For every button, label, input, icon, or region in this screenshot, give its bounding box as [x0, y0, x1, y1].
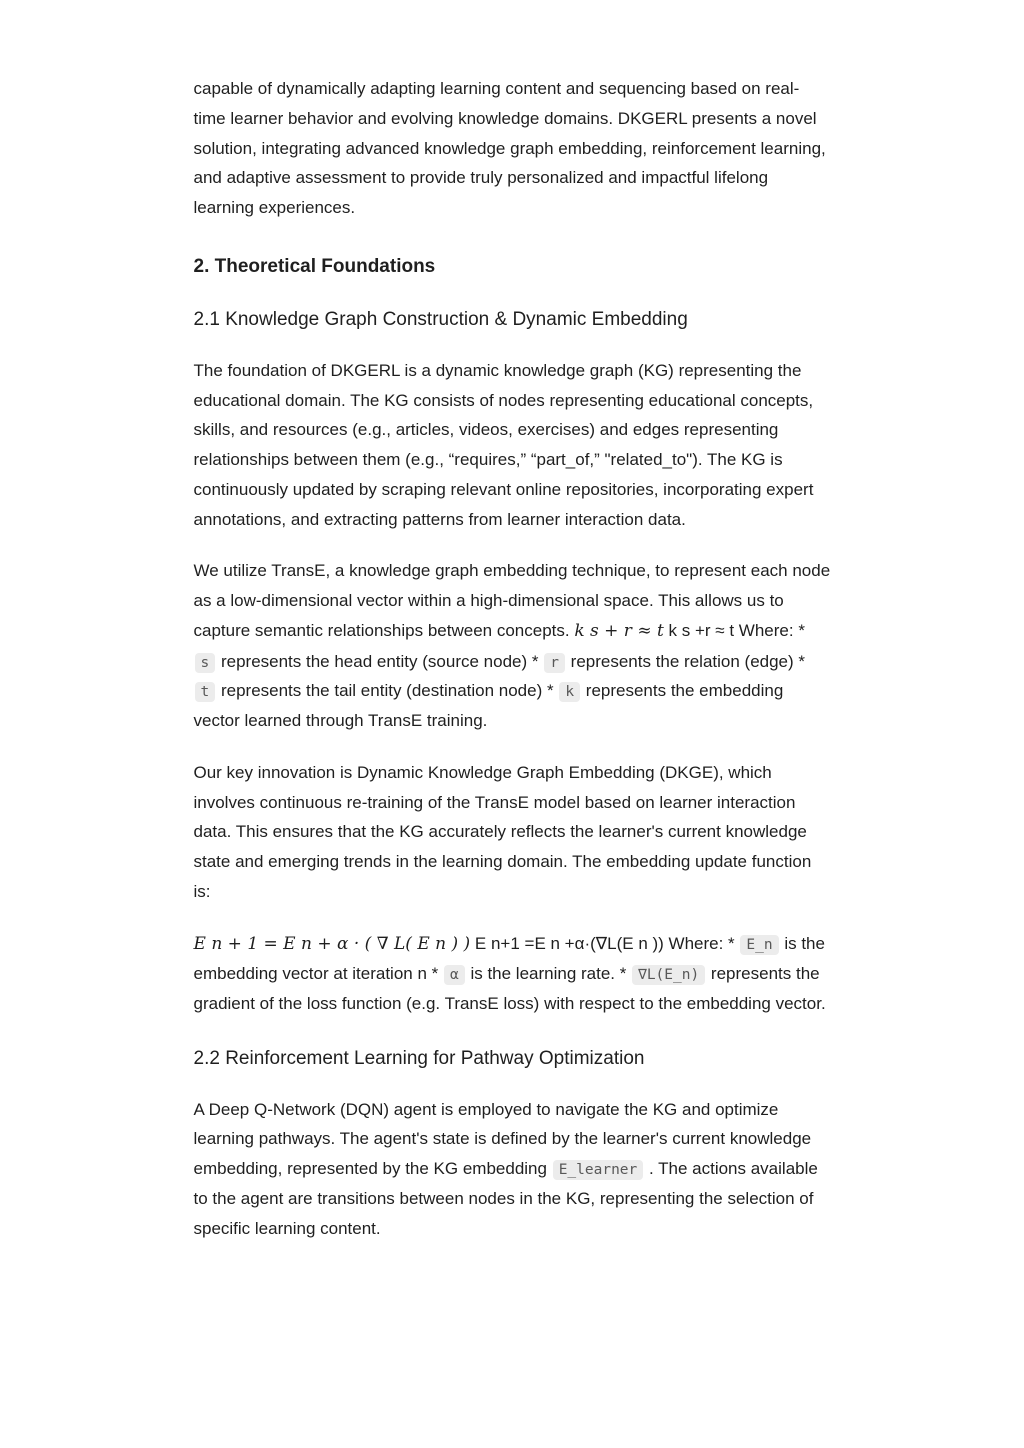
inline-code: k	[559, 682, 580, 702]
text-run: 2.1 Knowledge Graph Construction & Dynamic Embedding	[193, 309, 688, 331]
paragraph-transe	[193, 556, 835, 736]
text-run: represents the gradient of the loss function (e.g. TransE loss) with respect to the embedding vector.	[193, 964, 826, 1014]
heading-theoretical-foundations	[194, 254, 831, 281]
paragraph-dkge	[194, 758, 831, 907]
heading-rl-pathway-optimization	[194, 1046, 831, 1073]
inline-code: ∇L(E_n)	[632, 965, 705, 985]
text-run: capable of dynamically adapting learning content and sequencing based on real-time learner behavior and evolving knowledge domains. DKGERL presents a novel solution, integrating advanced knowledge graph embedding, reinforcement learning, and adaptive assessment to provide truly personalized and impactful lifelong learning experiences.	[193, 79, 831, 217]
text-run: represents the head entity (source node) *	[216, 651, 544, 671]
text-run: A Deep Q-Network (DQN) agent is employed to navigate the KG and optimize learning pathways. The agent's state is defined by the learner's current knowledge embedding, represented by the KG embedding	[193, 1099, 816, 1179]
text-run: represents the relation (edge) *	[565, 651, 810, 671]
inline-math: E n + 1 = E n + α · ( ∇ L( E n ) )	[193, 933, 471, 954]
document-body	[193, 0, 835, 1243]
text-run: 2. Theoretical Foundations	[193, 255, 436, 277]
text-run: We utilize TransE, a knowledge graph embedding technique, to represent each node as a low-dimensional vector within a high-dimensional space. This allows us to capture semantic relationships between concepts.	[193, 561, 835, 640]
text-run: represents the embedding vector learned through TransE training.	[193, 681, 789, 731]
text-run: k s +r ≈ t Where: *	[663, 620, 810, 640]
paragraph-intro-continuation	[194, 74, 831, 223]
text-run: Our key innovation is Dynamic Knowledge Graph Embedding (DKGE), which involves continuous re-training of the TransE model based on learner interaction data. This ensures that the KG accurately reflects the learner's current knowledge state and emerging trends in the learning domain. The embedding update function is:	[193, 762, 817, 901]
paragraph-dqn	[194, 1095, 831, 1244]
text-run: The foundation of DKGERL is a dynamic knowledge graph (KG) representing the educational domain. The KG consists of nodes representing educational concepts, skills, and resources (e.g., articles, videos, exercises) and edges representing relationships between them (e.g., “requires,” “part_of,” "related_to"). The KG is continuously updated by scraping relevant online repositories, incorporating expert annotations, and extracting patterns from learner interaction data.	[193, 360, 819, 529]
inline-math: k s + r ≈ t	[574, 620, 664, 641]
text-run: is the learning rate. *	[465, 964, 632, 984]
text-run: represents the tail entity (destination node) *	[216, 681, 559, 701]
inline-code: E_n	[740, 935, 778, 955]
heading-kg-construction	[194, 307, 831, 334]
text-run: is the embedding vector at iteration n *	[193, 933, 830, 984]
inline-code: α	[444, 965, 465, 985]
inline-code: E_learner	[553, 1160, 644, 1180]
inline-code: s	[195, 653, 216, 673]
text-run: . The actions available to the agent are transitions between nodes in the KG, representing the selection of specific learning content.	[193, 1159, 823, 1238]
paragraph-kg-foundation	[194, 356, 831, 535]
text-run: 2.2 Reinforcement Learning for Pathway Optimization	[193, 1047, 645, 1069]
paragraph-update-function	[194, 929, 831, 1019]
inline-code: r	[544, 653, 565, 673]
inline-code: t	[195, 682, 216, 702]
text-run: E n+1 =E n +α·(∇L(E n )) Where: *	[470, 933, 740, 953]
